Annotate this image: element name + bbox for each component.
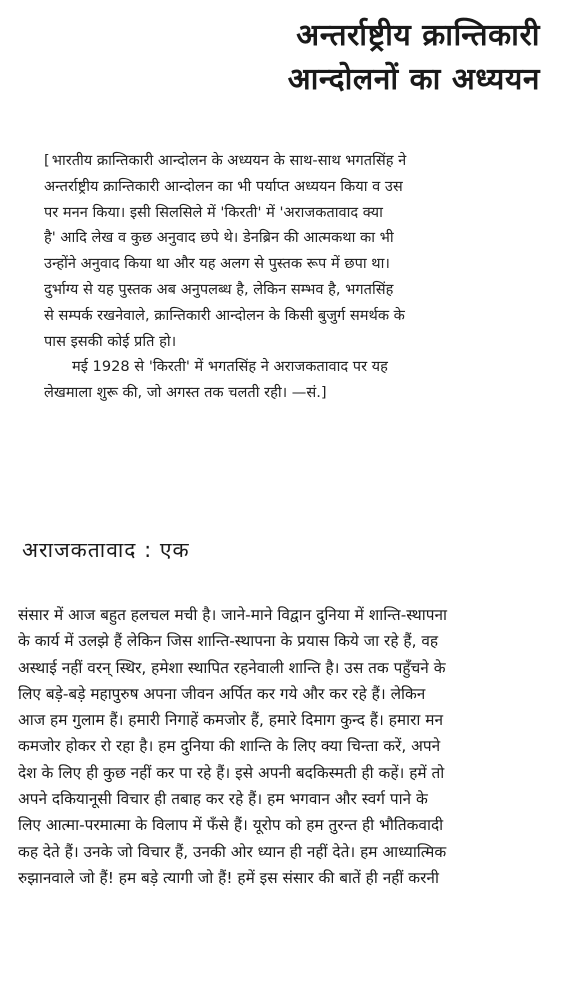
- editor-note-line: [44, 148, 540, 174]
- body-line: कमजोर होकर रो रहा है। हम दुनिया की शान्ति के लिए क्या चिन्ता करें, अपने: [18, 737, 441, 756]
- editor-note-line: अन्तर्राष्ट्रीय क्रान्तिकारी आन्दोलन का भी पर्याप्त अध्ययन किया व उस: [44, 177, 403, 195]
- editor-note-line: लेखमाला शुरू की, जो अगस्त तक चलती रही। —सं.]: [44, 384, 327, 402]
- body-line: रुझानवाले जो हैं! हम बड़े त्यागी जो हैं! हमें इस संसार की बातें ही नहीं करनी: [18, 868, 439, 887]
- chapter-title-line-1: अन्तर्राष्ट्रीय क्रान्तिकारी: [296, 18, 540, 53]
- body-line: आज हम गुलाम हैं। हमारी निगाहें कमजोर हैं, हमारे दिमाग कुन्द हैं। हमारा मन: [18, 711, 444, 730]
- editor-note-text: भारतीय क्रान्तिकारी आन्दोलन के अध्ययन के साथ-साथ भगतसिंह ने: [51, 152, 407, 169]
- editor-note-line: है' आदि लेख व कुछ अनुवाद छपे थे। डेनब्रिन की आत्मकथा का भी: [44, 229, 394, 247]
- body-line: लिए आत्मा-परमात्मा के विलाप में फँसे हैं। यूरोप को हम तुरन्त ही भौतिकवादी: [18, 816, 444, 835]
- body-text: [18, 602, 562, 891]
- chapter-title-line-2: आन्दोलनों का अध्ययन: [287, 62, 540, 97]
- body-line: देश के लिए ही कुछ नहीं कर पा रहे हैं। इसे अपनी बदकिस्मती ही कहें। हमें तो: [18, 763, 445, 782]
- editor-note: [44, 148, 540, 406]
- body-line: लिए बड़े-बड़े महापुरुष अपना जीवन अर्पित कर गये और कर रहे हैं। लेकिन: [18, 684, 426, 703]
- chapter-title: [288, 14, 540, 102]
- body-line: अस्थाई नहीं वरन् स्थिर, हमेशा स्थापित रहनेवाली शान्ति है। उस तक पहुँचने के: [18, 658, 446, 677]
- body-line: संसार में आज बहुत हलचल मची है। जाने-माने विद्वान दुनिया में शान्ति-स्थापना: [18, 606, 448, 624]
- editor-note-line: पास इसकी कोई प्रति हो।: [44, 332, 177, 350]
- section-heading: अराजकतावाद : एक: [22, 538, 190, 562]
- body-line: के कार्य में उलझे हैं लेकिन जिस शान्ति-स्थापना के प्रयास किये जा रहे हैं, वह: [18, 632, 439, 651]
- editor-note-line: से सम्पर्क रखनेवाले, क्रान्तिकारी आन्दोलन के किसी बुजुर्ग समर्थक के: [44, 306, 405, 324]
- editor-note-line: पर मनन किया। इसी सिलसिले में 'किरती' में 'अराजकतावाद क्या: [44, 203, 383, 221]
- body-line: कह देते हैं। उनके जो विचार हैं, उनकी ओर ध्यान ही नहीं देते। हम आध्यात्मिक: [18, 842, 447, 861]
- editor-note-line: मई 1928 से 'किरती' में भगतसिंह ने अराजकतावाद पर यह: [72, 358, 388, 376]
- note-bracket-open: [: [44, 152, 50, 169]
- body-line: अपने दकियानूसी विचार ही तबाह कर रहे हैं। हम भगवान और स्वर्ग पाने के: [18, 790, 428, 809]
- editor-note-line: उन्होंने अनुवाद किया था और यह अलग से पुस्तक रूप में छपा था।: [44, 255, 390, 273]
- editor-note-line: दुर्भाग्य से यह पुस्तक अब अनुपलब्ध है, लेकिन सम्भव है, भगतसिंह: [44, 280, 394, 298]
